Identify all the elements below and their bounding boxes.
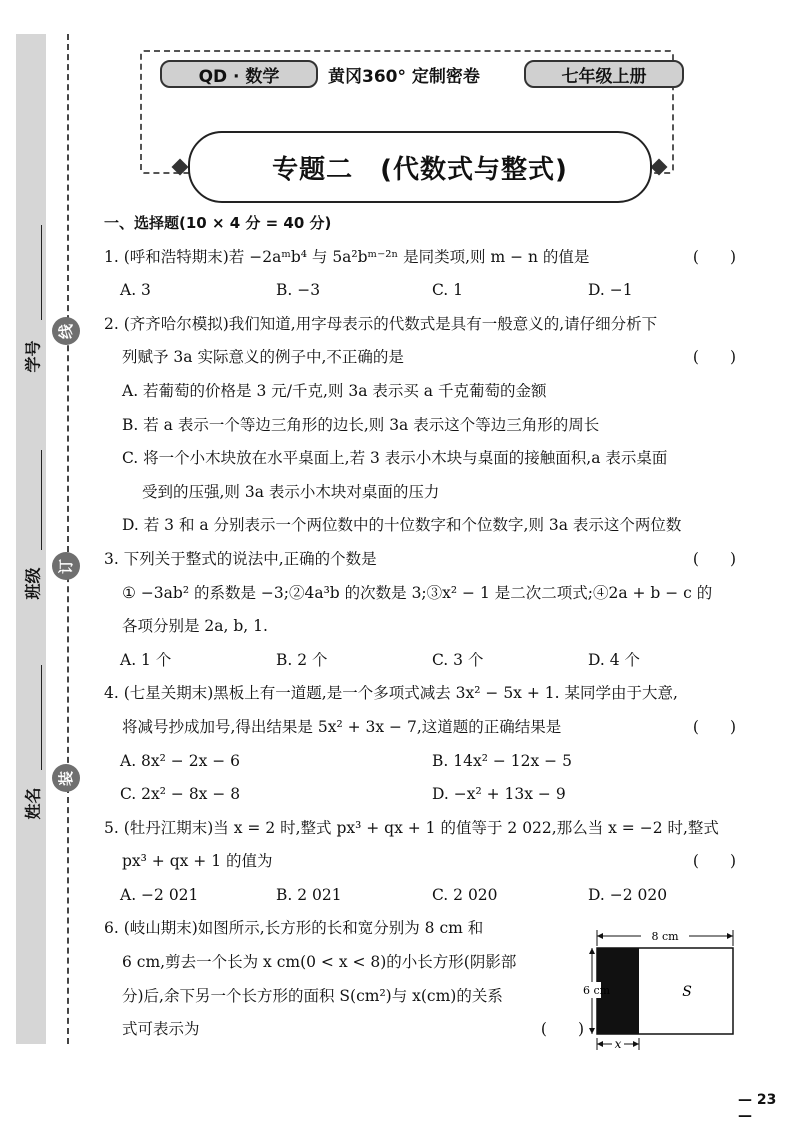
student-id-line[interactable] <box>41 225 42 320</box>
question-1-stem: 1. (呼和浩特期末)若 −2aᵐb⁴ 与 5a²bᵐ⁻²ⁿ 是同类项,则 m − n 的值是 <box>104 247 590 266</box>
question-5 <box>104 812 744 846</box>
question-4-stem-1: 4. (七星关期末)黑板上有一道题,是一个多项式减去 3x² − 5x + 1. 某同学由于大意, <box>104 684 678 703</box>
height-label: 6 cm <box>583 984 611 997</box>
width-label: 8 cm <box>651 930 679 943</box>
option-b[interactable]: B. 若 a 表示一个等边三角形的边长,则 3a 表示这个等边三角形的周长 <box>122 415 600 434</box>
x-label: x <box>614 1037 622 1051</box>
question-4-options-row2 <box>104 778 744 812</box>
option-c[interactable]: C. 2x² − 8x − 8 <box>120 785 241 804</box>
question-3-stem-1: 3. 下列关于整式的说法中,正确的个数是 <box>104 549 377 568</box>
section-heading: 一、选择题(10 × 4 分 = 40 分) <box>104 214 332 232</box>
class-label: 班级 <box>23 567 43 600</box>
question-1 <box>104 241 744 275</box>
question-4-stem-2: 将减号抄成加号,得出结果是 5x² + 3x − 7,这道题的正确结果是 <box>122 717 562 736</box>
question-2-cont <box>104 341 744 375</box>
question-5-stem-1: 5. (牡丹江期末)当 x = 2 时,整式 px³ + qx + 1 的值等于 2 022,那么当 x = −2 时,整式 <box>104 818 719 837</box>
option-b[interactable]: B. 2 个 <box>276 650 328 669</box>
option-d[interactable]: D. −x² + 13x − 9 <box>432 785 566 804</box>
question-4 <box>104 677 744 711</box>
question-6-line-4 <box>104 1013 584 1047</box>
option-c-cont: 受到的压强,则 3a 表示小木块对桌面的压力 <box>142 482 440 501</box>
answer-blank-2[interactable]: ( ) <box>692 348 736 367</box>
option-c[interactable]: C. 将一个小木块放在水平桌面上,若 3 表示小木块与桌面的接触面积,a 表示桌面 <box>122 449 668 468</box>
option-b[interactable]: B. −3 <box>276 281 321 300</box>
option-a[interactable]: A. 1 个 <box>120 650 172 669</box>
student-id-label: 学号 <box>23 340 43 373</box>
grade-pill: 七年级上册 <box>524 60 684 88</box>
answer-blank-3[interactable]: ( ) <box>692 549 736 568</box>
name-line[interactable] <box>41 665 42 770</box>
question-6-line-3: 分)后,余下另一个长方形的面积 S(cm²)与 x(cm)的关系 <box>122 986 503 1005</box>
question-6: 6. (岐山期末)如图所示,长方形的长和宽分别为 8 cm 和 <box>104 919 484 938</box>
binding-dashed-line <box>67 34 69 1044</box>
option-b[interactable]: B. 14x² − 12x − 5 <box>432 751 572 770</box>
question-6-line-2: 6 cm,剪去一个长为 x cm(0 < x < 8)的小长方形(阴影部 <box>122 953 517 972</box>
option-d[interactable]: D. −1 <box>588 281 633 300</box>
question-2-stem-1: 2. (齐齐哈尔模拟)我们知道,用字母表示的代数式是具有一般意义的,请仔细分析下 <box>104 314 658 333</box>
question-list <box>104 207 744 1047</box>
option-c[interactable]: C. 3 个 <box>432 650 484 669</box>
option-a[interactable]: A. 3 <box>120 281 151 300</box>
question-3-stem-2: ① −3ab² 的系数是 −3;②4a³b 的次数是 3;③x² − 1 是二次二项式;④2a + b − c 的 <box>122 583 713 602</box>
question-5-cont <box>104 845 744 879</box>
question-5-stem-2: px³ + qx + 1 的值为 <box>122 852 273 871</box>
page-title: 专题二 (代数式与整式) <box>272 154 568 185</box>
option-b[interactable]: B. 2 021 <box>276 885 342 904</box>
question-2-stem-2: 列赋予 3a 实际意义的例子中,不正确的是 <box>122 348 404 367</box>
option-a[interactable]: A. 8x² − 2x − 6 <box>120 751 241 770</box>
question-1-options <box>104 274 744 308</box>
header-bar <box>160 58 684 90</box>
area-label: S <box>682 984 692 1000</box>
option-a[interactable]: A. 若葡萄的价格是 3 元/千克,则 3a 表示买 a 千克葡萄的金额 <box>122 381 547 400</box>
option-d[interactable]: D. −2 020 <box>588 885 668 904</box>
question-4-cont <box>104 711 744 745</box>
question-6-stem-4: 式可表示为 <box>122 1020 200 1039</box>
question-4-options-row1 <box>104 745 744 779</box>
option-a[interactable]: A. −2 021 <box>120 885 199 904</box>
question-2 <box>104 308 744 342</box>
answer-blank-1[interactable]: ( ) <box>692 247 736 266</box>
question-3 <box>104 543 744 577</box>
answer-blank-5[interactable]: ( ) <box>692 852 736 871</box>
name-label: 姓名 <box>23 787 43 820</box>
binding-mark-line: 线 <box>52 317 80 345</box>
series-name: 黄冈360° 定制密卷 <box>328 66 480 87</box>
title-box <box>188 131 652 203</box>
answer-blank-4[interactable]: ( ) <box>692 717 736 736</box>
binding-mark-bind: 装 <box>52 764 80 792</box>
option-c[interactable]: C. 1 <box>432 281 464 300</box>
question-3-options <box>104 644 744 678</box>
question-3-stem-3: 各项分别是 2a, b, 1. <box>122 617 268 636</box>
page-number: — 23 — <box>738 1092 777 1124</box>
rectangle-figure <box>583 926 755 1056</box>
binding-mark-staple: 订 <box>52 552 80 580</box>
option-d[interactable]: D. 若 3 和 a 分别表示一个两位数中的十位数字和个位数字,则 3a 表示这个两位数 <box>122 516 682 535</box>
answer-blank-6[interactable]: ( ) <box>540 1020 584 1039</box>
question-5-options <box>104 879 744 913</box>
subject-pill: QD · 数学 <box>160 60 318 88</box>
option-d[interactable]: D. 4 个 <box>588 650 641 669</box>
class-line[interactable] <box>41 450 42 550</box>
option-c[interactable]: C. 2 020 <box>432 885 498 904</box>
